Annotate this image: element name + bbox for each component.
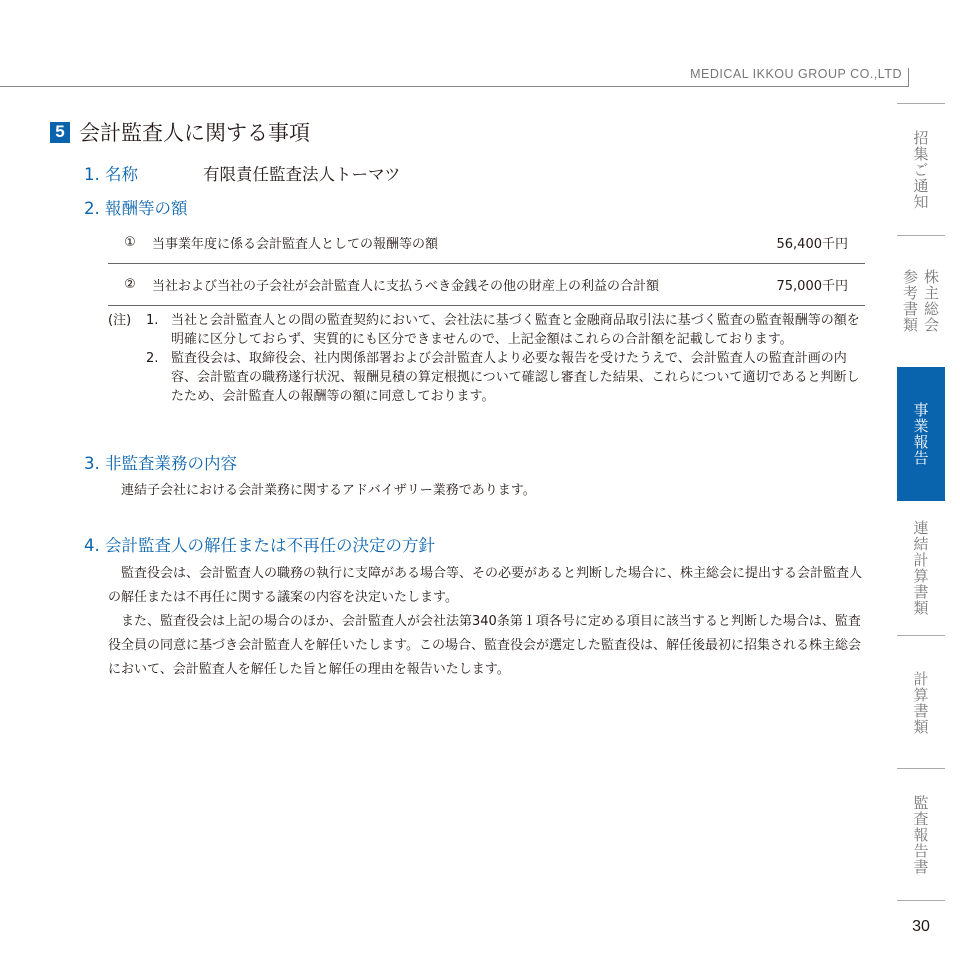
item4-body bbox=[108, 562, 868, 682]
section-number: 5 bbox=[50, 122, 70, 143]
page-number: 30 bbox=[912, 918, 930, 935]
tab-consolidated-statements[interactable]: 連結計算書類 bbox=[911, 519, 930, 616]
row-amount: 56,400千円 bbox=[776, 236, 848, 252]
tab-financial-statements[interactable]: 計算書類 bbox=[911, 670, 930, 735]
item4-label: 4. 会計監査人の解任または不再任の決定の方針 bbox=[84, 536, 435, 555]
item3-label: 3. 非監査業務の内容 bbox=[84, 454, 237, 473]
note-number: 1. bbox=[146, 313, 159, 328]
note-text: 当社と会計監査人との間の監査契約において、会社法に基づく監査と金融商品取引法に基づく監査の監査報酬等の額を明確に区分しておらず、実質的にも区分できませんので、上記金額はこれらの合計額を記載しております。 bbox=[171, 313, 860, 347]
header-tick bbox=[908, 68, 909, 87]
paragraph: また、監査役会は上記の場合のほか、会計監査人が会社法第340条第１項各号に定める項目に該当すると判断した場合は、監査役全員の同意に基づき会計監査人を解任いたします。この場合、監査役会が選定した監査役は、解任後最初に招集される株主総会において、会計監査人を解任した旨と解任の理由を報告いたします。 bbox=[108, 614, 861, 677]
tab-audit-report[interactable]: 監査報告書 bbox=[911, 794, 930, 875]
row-amount: 75,000千円 bbox=[776, 278, 848, 294]
fee-row bbox=[108, 221, 865, 264]
row-mark: ① bbox=[124, 234, 136, 250]
item2-label: 2. 報酬等の額 bbox=[84, 199, 188, 218]
item1-label: 1. 名称 bbox=[84, 165, 138, 184]
row-text: 当事業年度に係る会計監査人としての報酬等の額 bbox=[152, 236, 439, 252]
notes bbox=[108, 311, 868, 406]
fee-row bbox=[108, 263, 865, 306]
note-item bbox=[108, 349, 868, 406]
paragraph: 監査役会は、会計監査人の職務の執行に支障がある場合等、その必要があると判断した場合に、株主総会に提出する会計監査人の解任または不再任に関する議案の内容を決定いたします。 bbox=[108, 566, 863, 605]
note-text: 監査役会は、取締役会、社内関係部署および会計監査人より必要な報告を受けたうえで、会計監査人の監査計画の内容、会計監査の職務遂行状況、報酬見積の算定根拠について確認し審査した結果、これらについて適切であると判断したため、会計監査人の報酬等の額に同意しております。 bbox=[171, 351, 860, 404]
item3-text: 連結子会社における会計業務に関するアドバイザリー業務であります。 bbox=[121, 483, 536, 498]
header-divider bbox=[0, 86, 908, 87]
tab-convocation[interactable]: 招集ご通知 bbox=[911, 130, 930, 210]
note-label: (注) bbox=[108, 313, 132, 328]
note-item bbox=[108, 311, 868, 349]
section-heading bbox=[50, 117, 310, 147]
company-name: MEDICAL IKKOU GROUP CO.,LTD bbox=[690, 67, 902, 81]
row-mark: ② bbox=[124, 276, 136, 292]
tab-business-report[interactable]: 事業報告 bbox=[897, 367, 945, 501]
tab-reference-documents[interactable]: 株主総会参考書類 bbox=[901, 269, 940, 333]
row-text: 当社および当社の子会社が会計監査人に支払うべき金銭その他の財産上の利益の合計額 bbox=[152, 278, 660, 294]
note-number: 2. bbox=[146, 351, 159, 366]
auditor-name: 有限責任監査法人トーマツ bbox=[203, 165, 401, 184]
section-title: 会計監査人に関する事項 bbox=[79, 121, 310, 145]
